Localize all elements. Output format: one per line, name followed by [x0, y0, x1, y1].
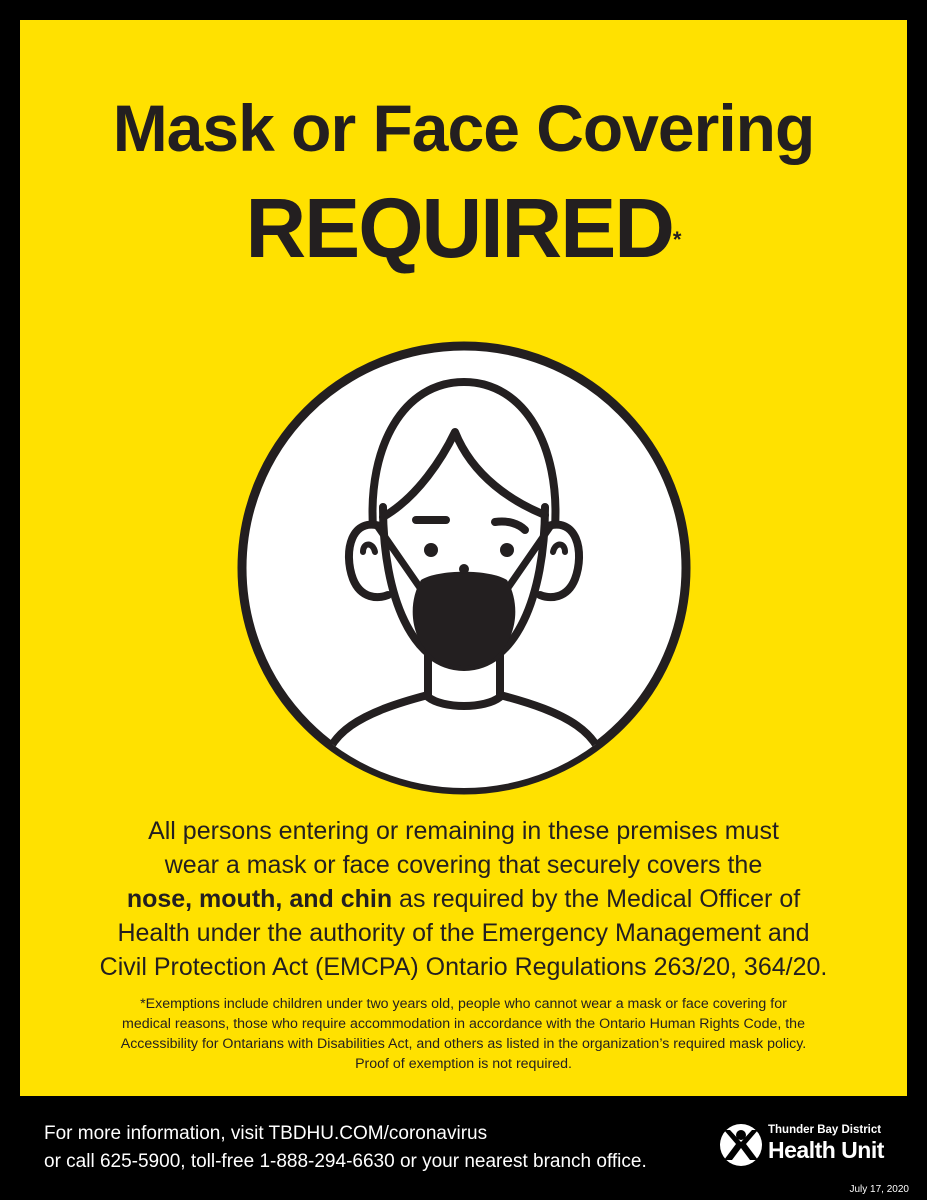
exemptions-line-2: medical reasons, those who require accommodation in accordance with the Ontario Human Rights Code, the	[122, 1016, 805, 1032]
exemptions-line-1: *Exemptions include children under two years old, people who cannot wear a mask or face covering for	[140, 996, 787, 1012]
title-asterisk: *	[672, 227, 682, 252]
footer-line-2: or call 625-5900, toll-free 1-888-294-6630 or your nearest branch office.	[44, 1151, 647, 1172]
poster	[20, 20, 907, 1096]
health-unit-logo	[716, 1120, 896, 1170]
logo-health-unit-text: Health Unit	[768, 1137, 884, 1163]
body-bold-phrase: nose, mouth, and chin	[126, 885, 393, 913]
title-line-2	[20, 178, 907, 278]
body-text	[60, 814, 867, 984]
exemptions-text	[60, 994, 867, 1074]
body-line-2: wear a mask or face covering that securely covers the	[164, 851, 763, 879]
body-line-3-rest: as required by the Medical Officer of	[392, 885, 801, 913]
logo-district-text: Thunder Bay District	[768, 1124, 882, 1136]
exemptions-line-4: Proof of exemption is not required.	[355, 1056, 572, 1072]
footer-line-1: For more information, visit TBDHU.COM/coronavirus	[44, 1123, 488, 1144]
body-line-3	[60, 882, 867, 916]
title-required: REQUIRED	[245, 181, 673, 275]
poster-date: July 17, 2020	[849, 1184, 909, 1195]
person-wearing-mask-icon	[233, 337, 695, 799]
body-line-4: Health under the authority of the Emergency Management and	[117, 919, 810, 947]
body-line-1: All persons entering or remaining in these premises must	[148, 817, 779, 845]
body-line-5: Civil Protection Act (EMCPA) Ontario Regulations 263/20, 364/20.	[99, 953, 828, 981]
exemptions-line-3: Accessibility for Ontarians with Disabilities Act, and others as listed in the organization’s required mask policy.	[120, 1036, 807, 1052]
title-line-1: Mask or Face Covering	[112, 91, 815, 165]
footer-text	[44, 1120, 647, 1176]
health-unit-logo-icon	[716, 1120, 766, 1170]
